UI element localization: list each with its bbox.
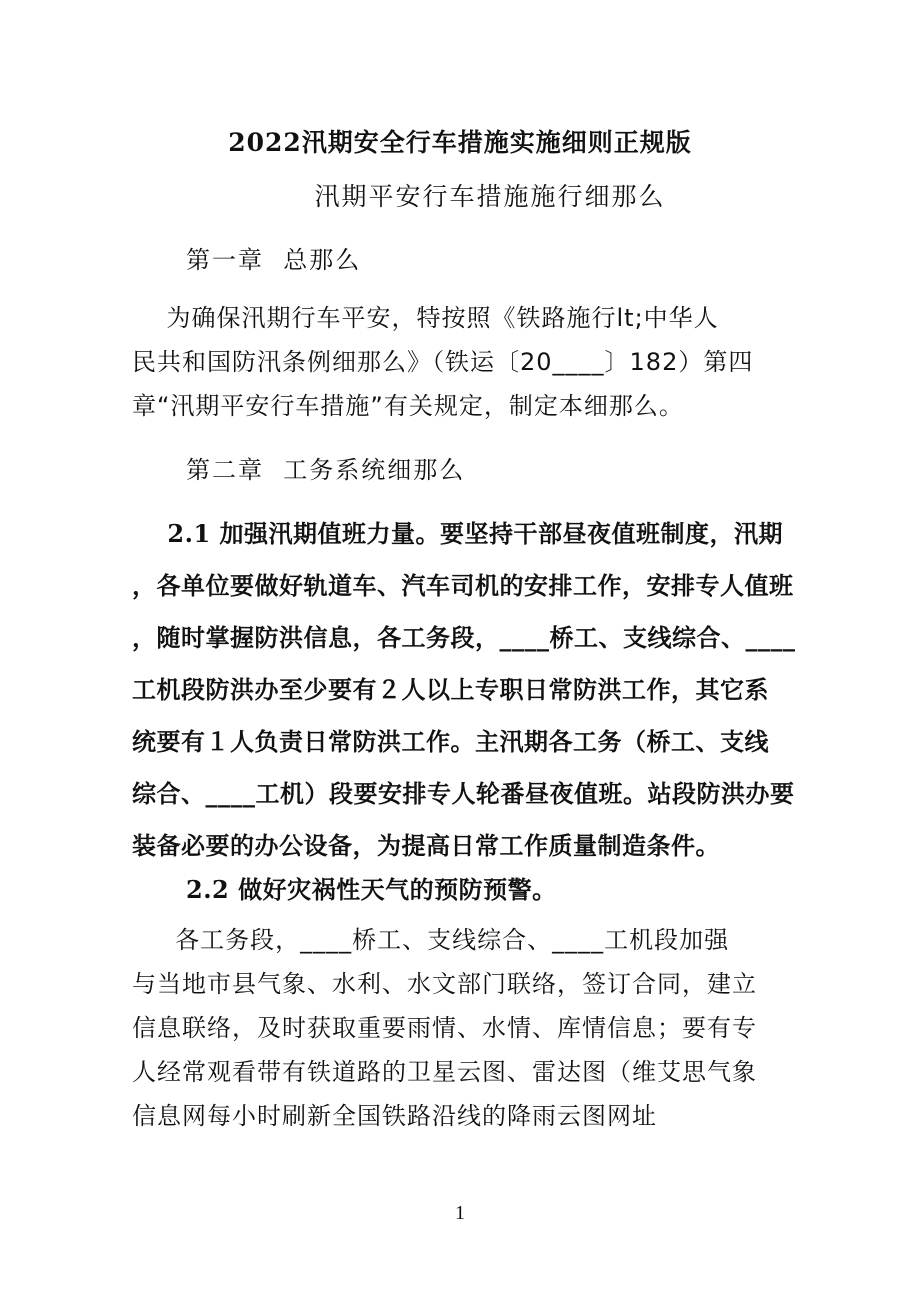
section-2-2-paragraph: 各工务段，____桥工、支线综合、____工机段加强 与当地市县气象、水利、水文部门联络，签订合同，建立 信息联络，及时获取重要雨情、水情、库情信息；要有专 人经常观看带有铁道路的卫星云图、雷达图（维艾思气象 信息网每小时刷新全国铁路沿线的降雨云图网址: [132, 926, 757, 1130]
section-2-2-heading: 2.2 做好灾祸性天气的预防预警。: [186, 875, 557, 904]
chapter-2-heading: 第二章 工务系统细那么: [186, 456, 466, 484]
section-2-1-paragraph: 2.1 加强汛期值班力量。要坚持干部昼夜值班制度，汛期 ，各单位要做好轨道车、汽车司机的安排工作，安排专人值班 ，随时掌握防洪信息，各工务段，____桥工、支线综合、____ 工机段防洪办至少要有２人以上专职日常防洪工作，其它系 统要有１人负责日常防洪工作。主汛期各工务（桥工、支线 综合、____工机）段要安排专人轮番昼夜值班。站段防洪办要 装备必要的办公设备，为提高日常工作质量制造条件。: [132, 519, 796, 860]
chapter-1-paragraph: 为确保汛期行车平安，特按照《铁路施行lt;中华人 民共和国防汛条例细那么》（铁运〔20____〕182）第四 章“汛期平安行车措施”有关规定，制定本细那么。: [132, 304, 754, 420]
document-title: 2022汛期安全行车措施实施细则正规版: [228, 128, 692, 157]
document-subtitle: 汛期平安行车措施施行细那么: [314, 182, 666, 211]
chapter-1-heading: 第一章 总那么: [186, 246, 362, 274]
page-number: 1: [455, 1202, 465, 1224]
